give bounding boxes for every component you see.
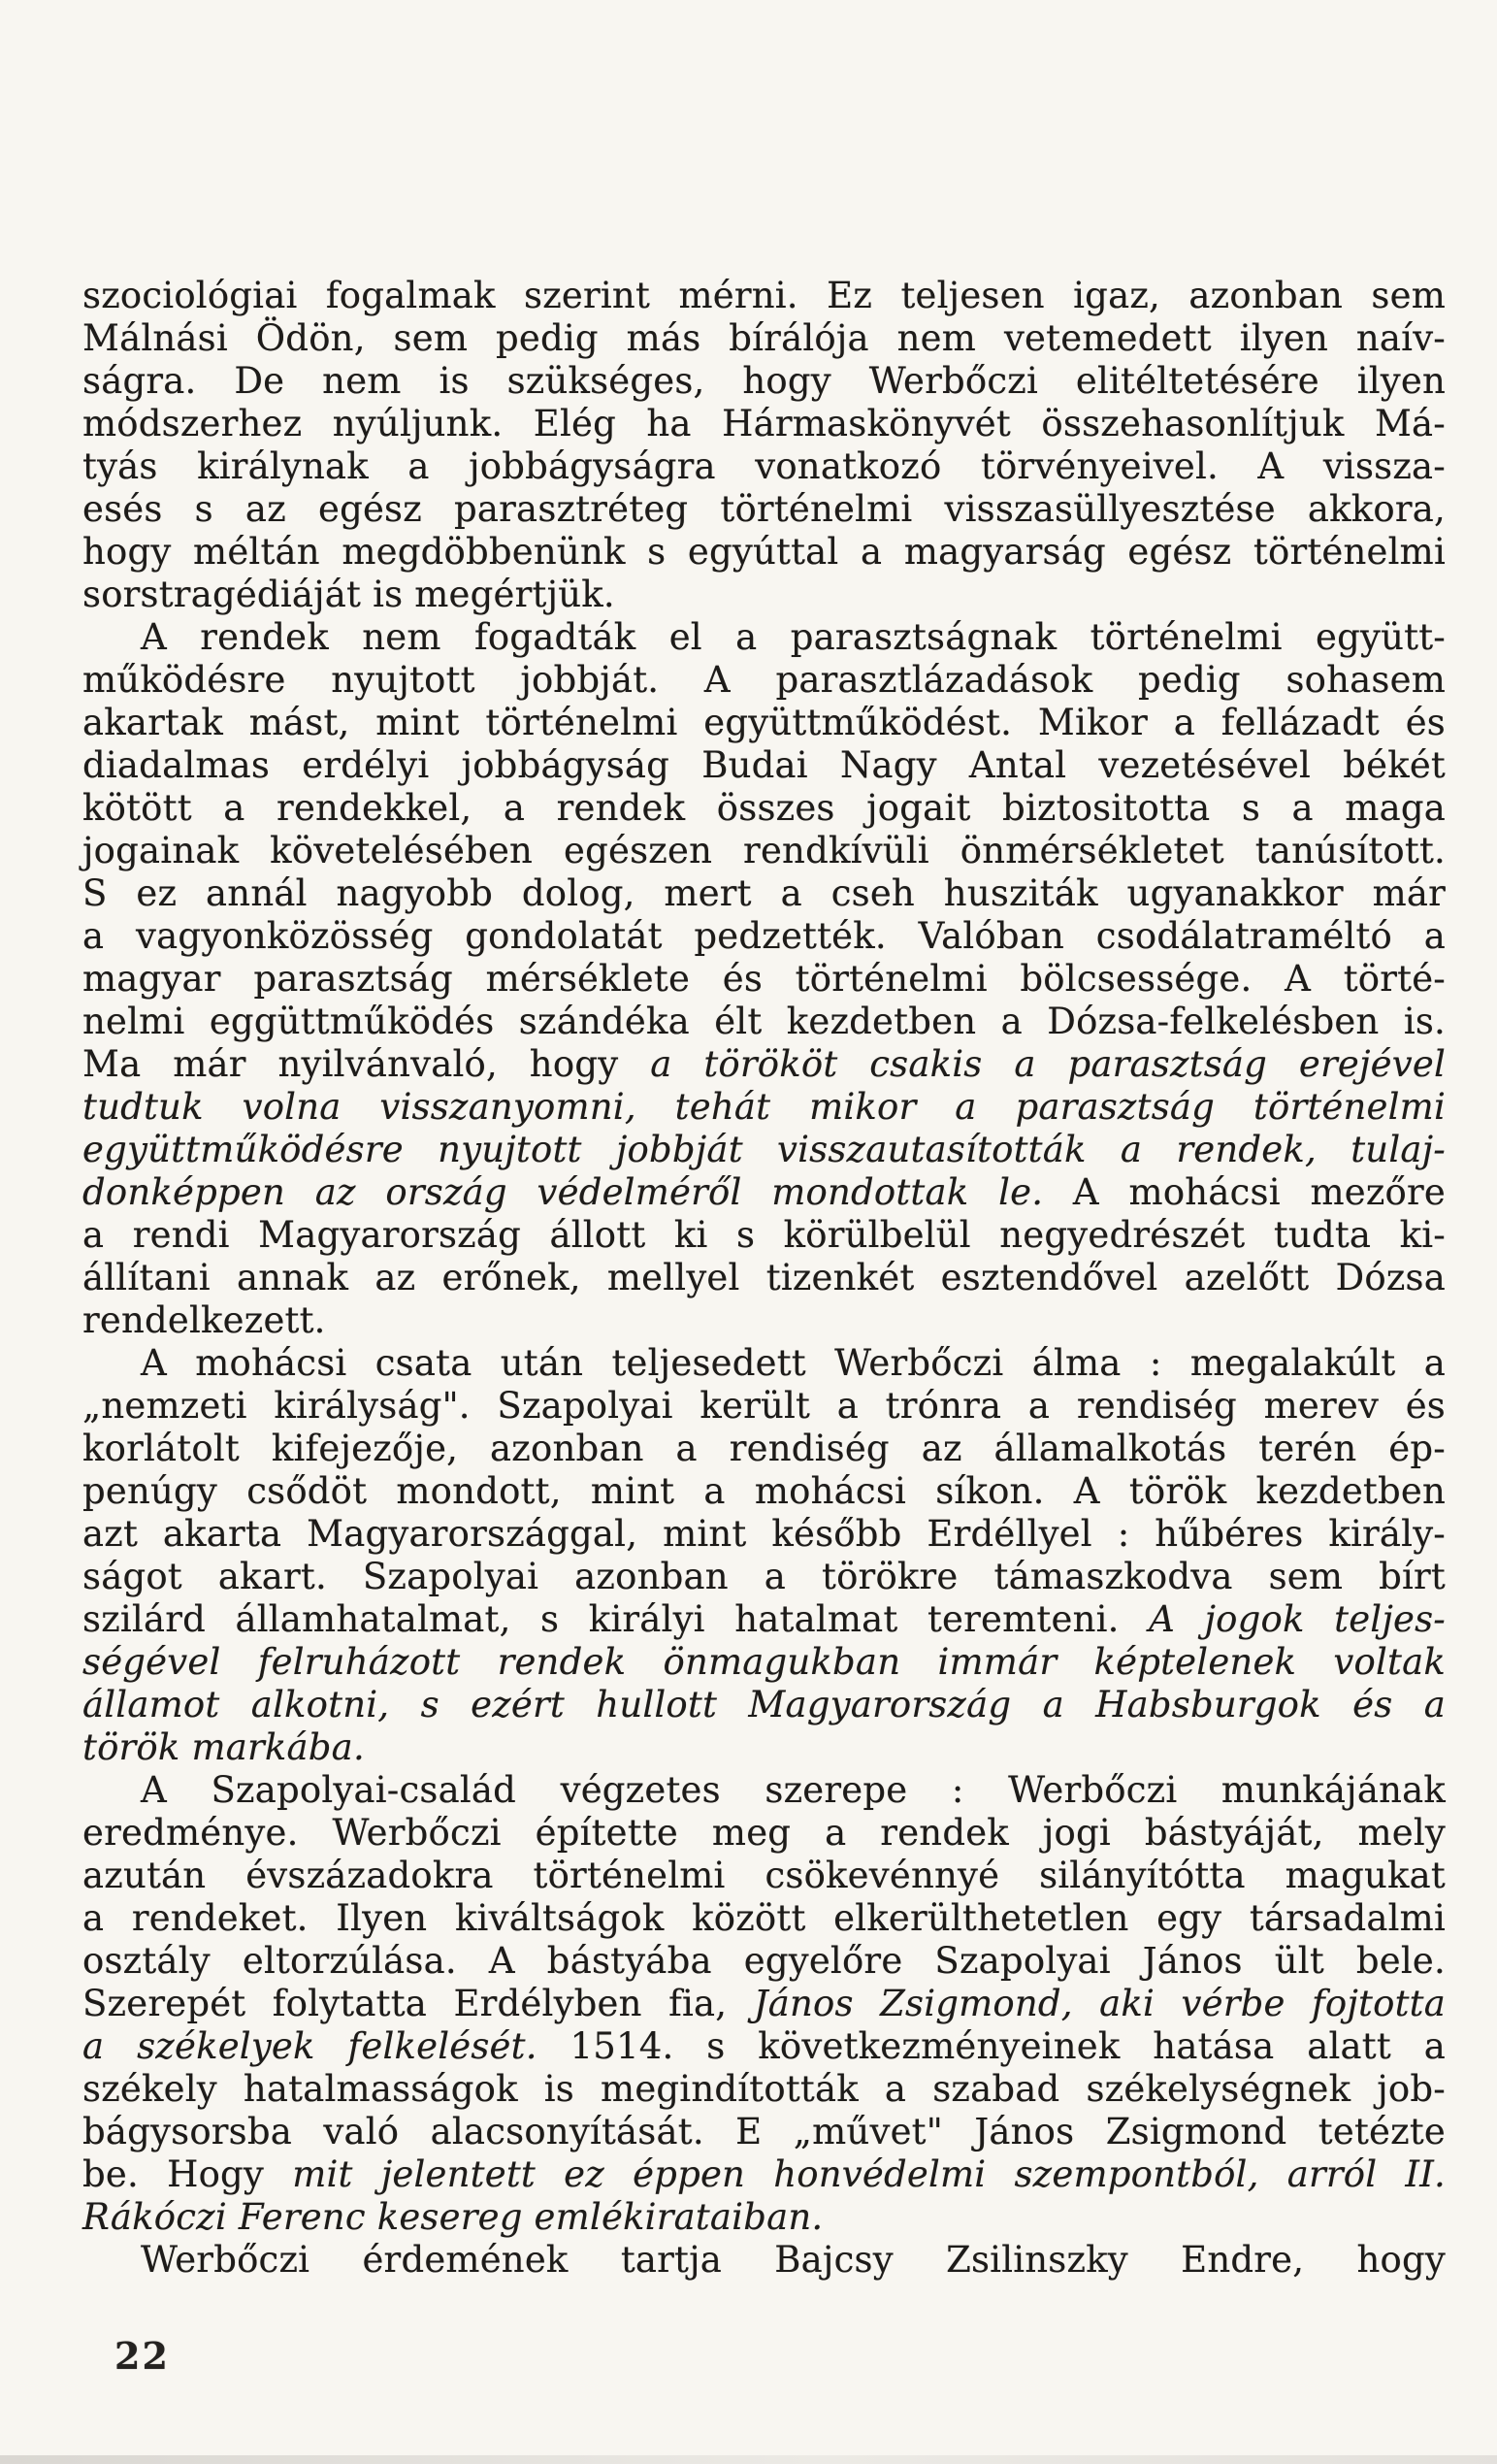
- paragraph: [82, 2239, 1446, 2282]
- text-line: [82, 1812, 1446, 1855]
- text-line: [82, 531, 1446, 574]
- text-line: [82, 1428, 1446, 1470]
- text-line: [82, 488, 1446, 531]
- italic-text-segment: János Zsigmond, aki vérbe fojtotta: [753, 1983, 1446, 2024]
- text-segment: azt akarta Magyarországgal, mint később Erdéllyel : hűbéres király-: [82, 1513, 1446, 1555]
- text-line: [82, 1470, 1446, 1513]
- text-line: [82, 1897, 1446, 1940]
- italic-text-segment: mit jelentett ez éppen honvédelmi szempontból, arról II.: [292, 2153, 1446, 2195]
- text-line: [82, 872, 1446, 915]
- text-segment: ságra. De nem is szükséges, hogy Werbőczi elitéltetésére ilyen: [82, 360, 1446, 402]
- text-line: [82, 574, 1446, 616]
- text-line: [82, 1342, 1446, 1385]
- text-segment: 1514. s következményeinek hatása alatt a: [537, 2025, 1446, 2067]
- text-line: [82, 744, 1446, 787]
- text-line: [82, 2239, 1446, 2282]
- text-segment: nelmi eggüttműködés szándéka élt kezdetben a Dózsa-felkelésben is.: [82, 1001, 1446, 1042]
- text-segment: ságot akart. Szapolyai azonban a törökre támaszkodva sem bírt: [82, 1556, 1446, 1597]
- text-segment: diadalmas erdélyi jobbágyság Budai Nagy Antal vezetésével békét: [82, 744, 1446, 786]
- text-segment: Málnási Ödön, sem pedig más bírálója nem vetemedett ilyen naív-: [82, 317, 1446, 359]
- text-line: [82, 445, 1446, 488]
- text-line: [82, 1598, 1446, 1641]
- text-line: [82, 1171, 1446, 1214]
- text-segment: akartak mást, mint történelmi együttműködést. Mikor a fellázadt és: [82, 702, 1446, 743]
- text-segment: működésre nyujtott jobbját. A parasztlázadások pedig sohasem: [82, 659, 1446, 701]
- text-segment: szilárd államhatalmat, s királyi hatalmat teremteni.: [82, 1598, 1150, 1640]
- text-line: [82, 616, 1446, 659]
- paragraph: [82, 275, 1446, 616]
- text-line: [82, 1556, 1446, 1598]
- italic-text-segment: donképpen az ország védelméről mondottak le.: [82, 1171, 1044, 1213]
- text-segment: S ez annál nagyobb dolog, mert a cseh husziták ugyanakkor már: [82, 872, 1446, 914]
- text-line: [82, 1726, 1446, 1769]
- text-segment: a rendeket. Ilyen kiváltságok között elkerülthetetlen egy társadalmi: [82, 1897, 1446, 1939]
- text-line: [82, 403, 1446, 445]
- text-line: [82, 702, 1446, 744]
- text-segment: a vagyonközösség gondolatát pedzették. Valóban csodálatraméltó a: [82, 915, 1446, 957]
- paragraph: [82, 616, 1446, 1342]
- text-line: [82, 1684, 1446, 1726]
- text-segment: módszerhez nyúljunk. Elég ha Hármaskönyvét összehasonlítjuk Má-: [82, 403, 1446, 444]
- text-line: [82, 360, 1446, 403]
- text-segment: tyás királynak a jobbágyságra vonatkozó törvényeivel. A vissza-: [82, 445, 1446, 487]
- text-line: [82, 1855, 1446, 1897]
- text-line: [82, 1257, 1446, 1299]
- text-line: [82, 958, 1446, 1001]
- text-line: [82, 1769, 1446, 1812]
- italic-text-segment: tudtuk volna visszanyomni, tehát mikor a parasztság történelmi: [82, 1086, 1446, 1128]
- text-line: [82, 2068, 1446, 2111]
- text-segment: eredménye. Werbőczi építette meg a rendek jogi bástyáját, mely: [82, 1812, 1446, 1854]
- page-number: 22: [114, 2334, 170, 2378]
- text-segment: állítani annak az erőnek, mellyel tizenkét esztendővel azelőtt Dózsa: [82, 1257, 1446, 1298]
- text-segment: korlátolt kifejezője, azonban a rendiség az államalkotás terén ép-: [82, 1428, 1446, 1469]
- text-segment: a rendi Magyarország állott ki s körülbelül negyedrészét tudta ki-: [82, 1214, 1446, 1256]
- text-segment: osztály eltorzúlása. A bástyába egyelőre Szapolyai János ült bele.: [82, 1940, 1446, 1982]
- text-line: [82, 659, 1446, 702]
- paragraph: [82, 1342, 1446, 1769]
- text-line: [82, 915, 1446, 958]
- text-line: [82, 1129, 1446, 1171]
- text-line: [82, 1940, 1446, 1983]
- text-line: [82, 1513, 1446, 1556]
- text-line: [82, 2111, 1446, 2153]
- text-line: [82, 830, 1446, 872]
- text-segment: „nemzeti királyság". Szapolyai került a trónra a rendiség merev és: [82, 1385, 1446, 1427]
- text-segment: A mohácsi csata után teljesedett Werbőczi álma : megalakúlt a: [141, 1342, 1446, 1384]
- text-segment: A mohácsi mezőre: [1043, 1171, 1446, 1213]
- text-segment: esés s az egész parasztréteg történelmi visszasüllyesztése akkora,: [82, 488, 1446, 530]
- text-segment: székely hatalmasságok is megindították a szabad székelységnek job-: [82, 2068, 1446, 2110]
- text-segment: azután évszázadokra történelmi csökevénnyé silányítótta magukat: [82, 1855, 1446, 1896]
- paragraph: [82, 1769, 1446, 2239]
- italic-text-segment: Rákóczi Ferenc kesereg emlékirataiban.: [82, 2196, 824, 2238]
- text-segment: Werbőczi érdemének tartja Bajcsy Zsilinszky Endre, hogy: [141, 2239, 1446, 2281]
- italic-text-segment: együttműködésre nyujtott jobbját visszautasították a rendek, tulaj-: [82, 1129, 1446, 1170]
- text-segment: szociológiai fogalmak szerint mérni. Ez teljesen igaz, azonban sem: [82, 275, 1446, 316]
- text-segment: bágysorsba való alacsonyítását. E „művet" János Zsigmond tetézte: [82, 2111, 1446, 2152]
- text-line: [82, 317, 1446, 360]
- text-segment: be. Hogy: [82, 2153, 293, 2195]
- scan-bottom-edge: [0, 2455, 1497, 2464]
- text-segment: magyar parasztság mérséklete és történelmi bölcsessége. A törté-: [82, 958, 1446, 1000]
- text-segment: A rendek nem fogadták el a parasztságnak történelmi együtt-: [141, 616, 1446, 658]
- text-line: [82, 1299, 1446, 1342]
- italic-text-segment: ségével felruházott rendek önmagukban immár képtelenek voltak: [82, 1641, 1446, 1683]
- text-line: [82, 787, 1446, 830]
- text-line: [82, 2025, 1446, 2068]
- text-line: [82, 275, 1446, 317]
- italic-text-segment: A jogok teljes-: [1149, 1598, 1446, 1640]
- italic-text-segment: török markába.: [82, 1726, 365, 1768]
- text-segment: sorstragédiáját is megértjük.: [82, 574, 615, 615]
- text-line: [82, 1086, 1446, 1129]
- text-segment: jogainak követelésében egészen rendkívüli önmérsékletet tanúsított.: [82, 830, 1446, 871]
- italic-text-segment: a törököt csakis a parasztság erejével: [650, 1043, 1446, 1085]
- text-line: [82, 1983, 1446, 2025]
- text-segment: penúgy csődöt mondott, mint a mohácsi síkon. A török kezdetben: [82, 1470, 1446, 1512]
- text-segment: kötött a rendekkel, a rendek összes jogait biztositotta s a maga: [82, 787, 1446, 829]
- text-line: [82, 1001, 1446, 1043]
- text-line: [82, 1214, 1446, 1257]
- italic-text-segment: a székelyek felkelését.: [82, 2025, 537, 2067]
- text-line: [82, 1641, 1446, 1684]
- text-line: [82, 1385, 1446, 1428]
- text-line: [82, 2196, 1446, 2239]
- text-segment: hogy méltán megdöbbenünk s egyúttal a magyarság egész történelmi: [82, 531, 1446, 573]
- text-block: [82, 275, 1446, 2282]
- text-line: [82, 2153, 1446, 2196]
- text-segment: A Szapolyai-család végzetes szerepe : Werbőczi munkájának: [141, 1769, 1446, 1811]
- text-line: [82, 1043, 1446, 1086]
- italic-text-segment: államot alkotni, s ezért hullott Magyarország a Habsburgok és a: [82, 1684, 1446, 1725]
- text-segment: Ma már nyilvánvaló, hogy: [82, 1043, 651, 1085]
- text-segment: rendelkezett.: [82, 1299, 326, 1341]
- text-segment: Szerepét folytatta Erdélyben fia,: [82, 1983, 754, 2024]
